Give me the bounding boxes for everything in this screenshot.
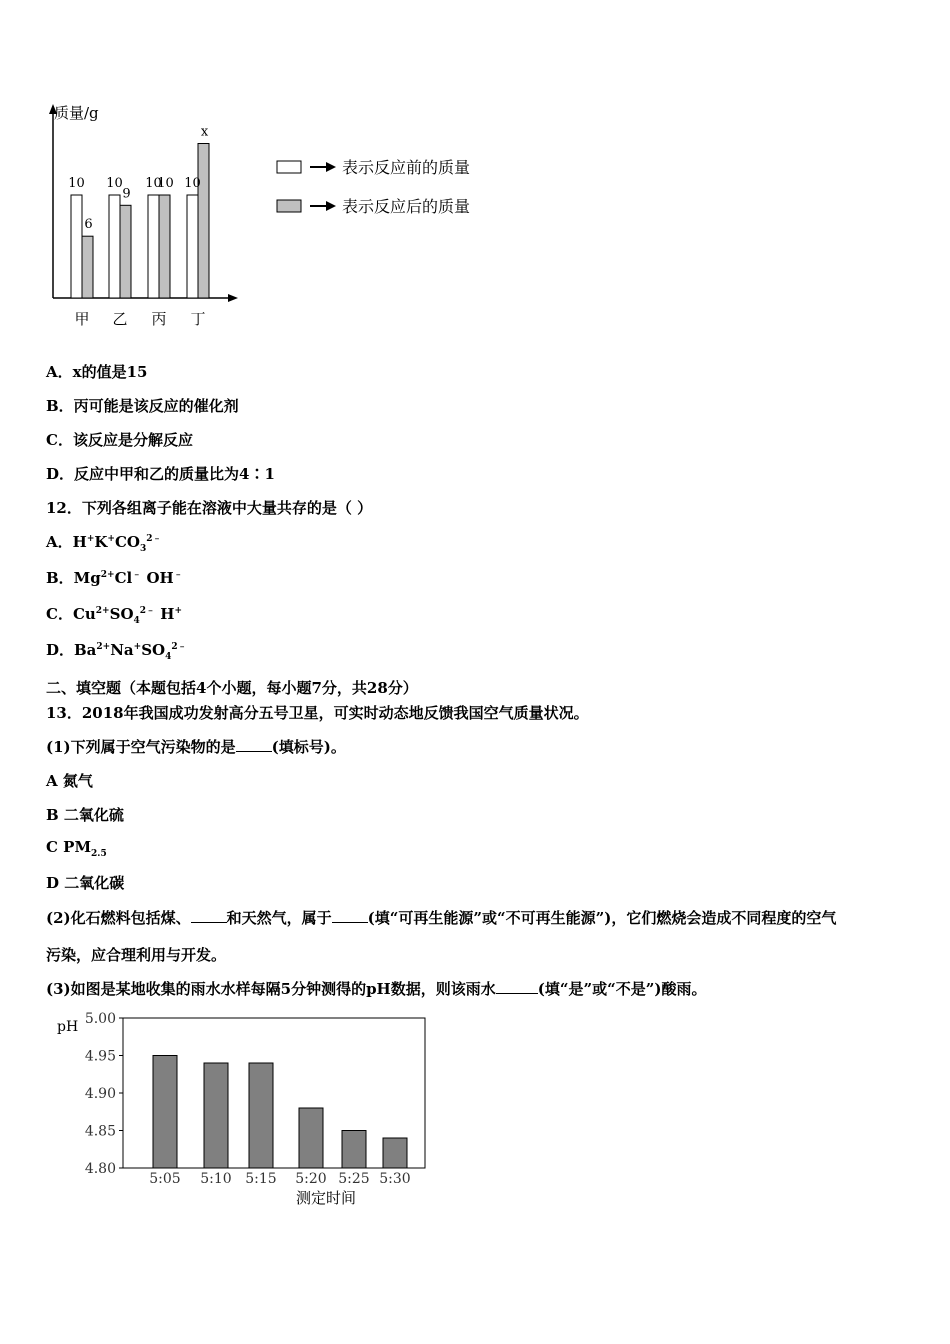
q11-option-d: D．反应中甲和乙的质量比为4∶1: [46, 465, 275, 483]
q12-option-a: A．$H^+K^+CO_3^{2﹣}$: [46, 533, 162, 554]
mass-after-label: 6: [84, 217, 93, 233]
ph-x-tick-label: 5:25: [338, 1171, 370, 1187]
ph-bar: [342, 1131, 366, 1169]
legend-after-swatch: [277, 200, 301, 212]
mass-bar-after: [159, 195, 170, 298]
q12-option-d: D．$Ba^{2+}Na^+SO_4^{2﹣}$: [46, 641, 187, 662]
mass-category-label: 甲: [74, 310, 90, 328]
mass-chart-svg: [40, 100, 510, 335]
answer-blank[interactable]: [236, 739, 272, 752]
q11-option-c: C．该反应是分解反应: [46, 431, 193, 449]
ph-x-tick-label: 5:30: [379, 1171, 411, 1187]
q13-option-c: C $PM_{2.5}$: [46, 838, 107, 859]
ph-x-tick-label: 5:15: [245, 1171, 277, 1187]
mass-category-label: 丙: [151, 310, 167, 328]
arrow-right-icon: [326, 162, 336, 172]
arrow-right-icon: [326, 201, 336, 211]
answer-blank[interactable]: [496, 981, 538, 994]
answer-blank[interactable]: [332, 910, 368, 923]
ph-bar: [204, 1063, 228, 1168]
ph-y-tick-label: 4.90: [84, 1086, 116, 1102]
q13-option-b: B 二氧化硫: [46, 806, 124, 824]
mass-category-label: 乙: [112, 310, 128, 328]
q12-stem: 12．下列各组离子能在溶液中大量共存的是（ ）: [46, 499, 373, 517]
ph-bar-chart: [50, 1005, 450, 1219]
q13-part2-cont: 污染，应合理利用与开发。: [46, 946, 227, 964]
legend-before-label: 表示反应前的质量: [342, 158, 471, 177]
q13-part3: (3)如图是某地收集的雨水水样每隔5分钟测得的pH数据，则该雨水 (填“是”或“不是”)酸雨。: [46, 980, 707, 998]
q13-option-a: A 氮气: [46, 772, 93, 790]
mass-bar-after: [198, 144, 209, 299]
ph-chart-svg: [50, 1005, 450, 1215]
q11-option-b: B．丙可能是该反应的催化剂: [46, 397, 239, 415]
ph-bar: [249, 1063, 273, 1168]
q11-option-a: A．x的值是15: [46, 363, 148, 381]
q13-stem: 13．2018年我国成功发射高分五号卫星，可实时动态地反馈我国空气质量状况。: [46, 704, 589, 722]
mass-before-label: 10: [68, 176, 85, 191]
ph-x-tick-label: 5:20: [295, 1171, 327, 1187]
ph-y-tick-label: 5.00: [84, 1011, 116, 1027]
mass-after-label: x: [200, 124, 209, 140]
q12-option-c: C．$Cu^{2+}SO_4^{2﹣}$ H+: [46, 605, 183, 626]
mass-bar-before: [187, 195, 198, 298]
answer-blank[interactable]: [191, 910, 227, 923]
ph-x-label: 测定时间: [295, 1189, 357, 1207]
q12-option-b: B．$Mg^{2+}Cl^﹣$ OH﹣: [46, 569, 183, 587]
ph-y-tick-label: 4.95: [84, 1048, 116, 1065]
mass-before-label: 10: [106, 176, 123, 191]
ph-x-tick-label: 5:10: [200, 1171, 232, 1187]
ph-x-tick-label: 5:05: [149, 1171, 181, 1187]
mass-bar-after: [120, 205, 131, 298]
mass-before-label: 10: [184, 176, 201, 191]
mass-x-arrow: [228, 294, 238, 302]
legend-after-label: 表示反应后的质量: [342, 197, 471, 216]
q13-part1: (1)下列属于空气污染物的是 (填标号)。: [46, 738, 346, 756]
mass-y-label: 质量/g: [54, 104, 99, 122]
ph-bar: [153, 1056, 177, 1169]
mass-after-label: 10: [157, 176, 174, 191]
mass-bar-before: [109, 195, 120, 298]
legend-before-swatch: [277, 161, 301, 173]
section2-title: 二、填空题（本题包括4个小题，每小题7分，共28分）: [46, 679, 418, 697]
mass-bar-before: [71, 195, 82, 298]
mass-after-label: 9: [122, 186, 131, 202]
ph-y-tick-label: 4.80: [84, 1161, 116, 1177]
mass-before-label: 10: [145, 176, 162, 191]
ph-y-tick-label: 4.85: [84, 1123, 116, 1140]
mass-bar-before: [148, 195, 159, 298]
q13-part2: (2)化石燃料包括煤、 和天然气，属于 (填“可再生能源”或“不可再生能源”)，它们燃烧会造成不同程度的空气: [46, 909, 837, 927]
mass-bar-chart: [40, 100, 510, 339]
ph-bar: [299, 1108, 323, 1168]
q13-option-d: D 二氧化碳: [46, 874, 125, 892]
ph-bar: [383, 1138, 407, 1168]
mass-bar-after: [82, 236, 93, 298]
mass-category-label: 丁: [190, 310, 206, 328]
ph-y-label: pH: [57, 1019, 79, 1035]
